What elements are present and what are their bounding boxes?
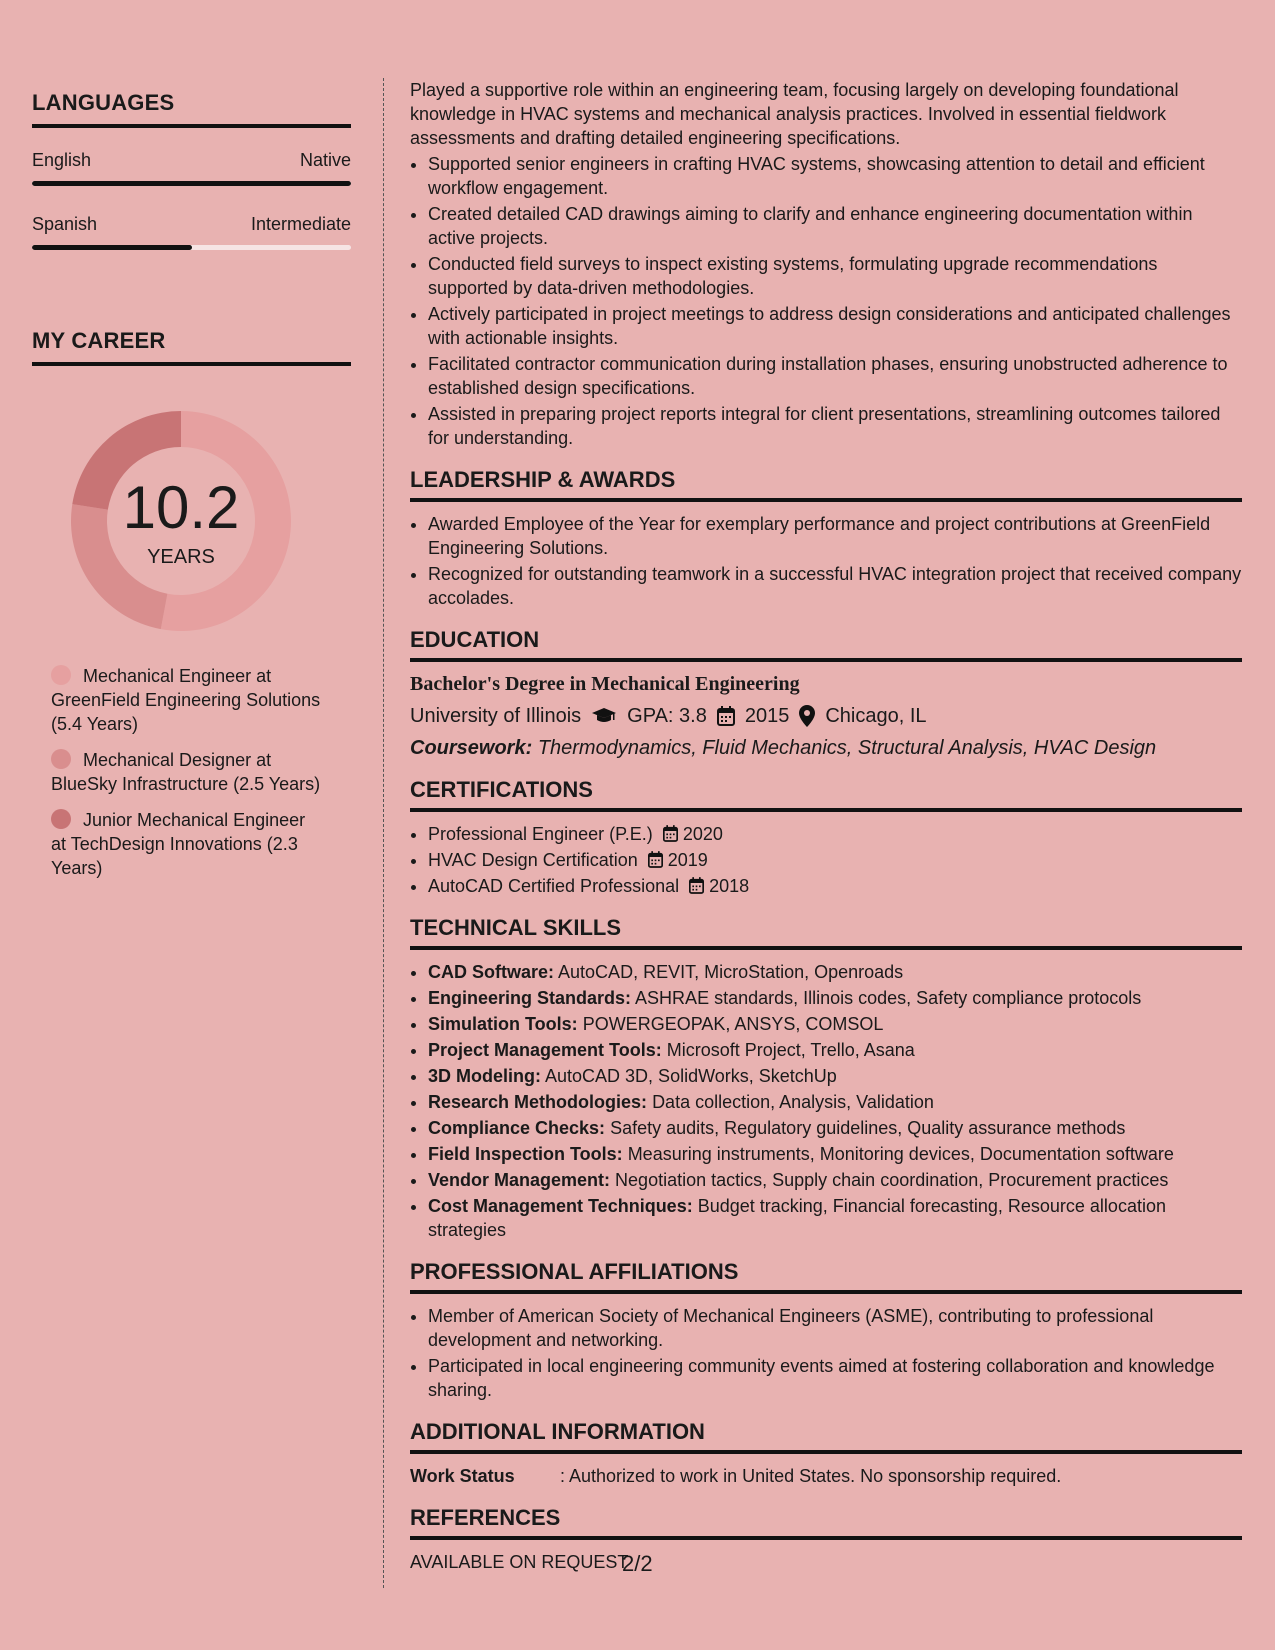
career-total-years: 10.2 [122,474,240,541]
page-number: 2/2 [622,1551,653,1576]
language-name: English [32,150,92,170]
experience-bullets [410,152,1242,450]
calendar-icon [663,824,678,844]
language-item [32,150,351,186]
affiliations-heading: PROFESSIONAL AFFILIATIONS [410,1260,1242,1294]
legend-dot [51,809,71,829]
coursework-list: Thermodynamics, Fluid Mechanics, Structural Analysis, HVAC Design [537,737,1157,759]
skills-heading: TECHNICAL SKILLS [410,916,1242,950]
language-item [32,214,351,250]
calendar-icon [689,876,704,896]
references-heading: REFERENCES [410,1506,1242,1540]
language-name: Spanish [32,214,98,234]
career-legend-item [51,808,321,880]
skill-item [428,1116,1242,1140]
certification-year: 2018 [709,876,750,896]
skill-value: Data collection, Analysis, Validation [652,1092,934,1112]
sidebar [32,90,351,892]
legend-dot [51,749,71,769]
skill-name: 3D Modeling: [428,1066,541,1086]
skill-name: Compliance Checks: [428,1118,606,1138]
coursework [410,736,1242,760]
skill-item [428,1194,1242,1242]
skill-name: CAD Software: [428,962,555,982]
experience-bullet: • Created detailed CAD drawings aiming to clarify and enhance engineering documentation within active projects. [428,202,1242,250]
certification-name: Professional Engineer (P.E.) [428,824,653,844]
location-pin-icon [799,705,815,727]
additional-info-heading: ADDITIONAL INFORMATION [410,1420,1242,1454]
affiliation-item: • Member of American Society of Mechanical Engineers (ASME), contributing to professional development and networking. [428,1304,1242,1352]
graduation-year: 2015 [744,705,790,727]
certifications-heading: CERTIFICATIONS [410,778,1242,812]
skill-name: Field Inspection Tools: [428,1144,623,1164]
career-legend-text: Mechanical Designer at BlueSky Infrastructure (2.5 Years) [51,750,321,794]
language-proficiency-bar [32,245,351,250]
skill-value: AutoCAD, REVIT, MicroStation, Openroads [558,962,904,982]
certification-name: AutoCAD Certified Professional [428,876,680,896]
language-level: Intermediate [250,214,351,234]
gpa: GPA: 3.8 [627,705,707,727]
skill-name: Project Management Tools: [428,1040,662,1060]
skill-name: Research Methodologies: [428,1092,648,1112]
skill-value: Negotiation tactics, Supply chain coordination, Procurement practices [615,1170,1169,1190]
certifications-list [410,822,1242,898]
career-years-label: YEARS [147,546,215,568]
education-heading: EDUCATION [410,628,1242,662]
graduation-cap-icon [591,707,617,725]
career-heading: MY CAREER [32,328,351,366]
work-status-value: : Authorized to work in United States. No sponsorship required. [560,1466,1062,1486]
additional-info-section [410,1420,1242,1488]
certification-item [428,874,1242,898]
career-legend [51,664,321,880]
coursework-label: Coursework: [410,737,533,759]
skill-item [428,1038,1242,1062]
experience-bullet: • Facilitated contractor communication during installation phases, ensuring unobstructed adherence to established design specifications. [428,352,1242,400]
skills-section [410,916,1242,1242]
skill-value: ASHRAE standards, Illinois codes, Safety compliance protocols [635,988,1142,1008]
certification-item [428,822,1242,846]
skill-item [428,1142,1242,1166]
language-proficiency-bar [32,181,351,186]
skill-value: Safety audits, Regulatory guidelines, Quality assurance methods [610,1118,1126,1138]
career-legend-item [51,664,321,736]
work-status-label: Work Status [410,1466,515,1486]
career-legend-text: Junior Mechanical Engineer at TechDesign Innovations (2.3 Years) [51,810,306,878]
experience-bullet: • Conducted field surveys to inspect existing systems, formulating upgrade recommendations supported by data-driven methodologies. [428,252,1242,300]
skill-item [428,1012,1242,1036]
skill-name: Engineering Standards: [428,988,632,1008]
skill-item [428,960,1242,984]
experience-summary: Played a supportive role within an engineering team, focusing largely on developing foundational knowledge in HVAC systems and mechanical analysis practices. Involved in essential fieldwork assessments and drafting detailed engineering specifications. [410,80,1179,148]
leadership-item: • Awarded Employee of the Year for exemplary performance and project contributions at GreenField Engineering Solutions. [428,512,1242,560]
skill-name: Simulation Tools: [428,1014,578,1034]
leadership-heading: LEADERSHIP & AWARDS [410,468,1242,502]
leadership-section [410,468,1242,610]
language-level: Native [299,150,351,170]
leadership-item: • Recognized for outstanding teamwork in a successful HVAC integration project that received company accolades. [428,562,1242,610]
experience-bullet: • Assisted in preparing project reports integral for client presentations, streamlining outcomes tailored for understanding. [428,402,1242,450]
experience-bullet: • Supported senior engineers in crafting HVAC systems, showcasing attention to detail and efficient workflow engagement. [428,152,1242,200]
references-section [410,1506,1242,1574]
calendar-icon [648,850,663,870]
affiliations-section [410,1260,1242,1402]
career-donut-chart [66,406,296,636]
skill-value: Measuring instruments, Monitoring devices, Documentation software [627,1144,1174,1164]
skill-value: Budget tracking, Financial forecasting, Resource allocation strategies [428,1196,1166,1240]
skill-item [428,1168,1242,1192]
education-section [410,628,1242,760]
experience-bullet: • Actively participated in project meetings to address design considerations and anticipated challenges with actionable insights. [428,302,1242,350]
languages-heading: LANGUAGES [32,90,351,128]
school-name: University of Illinois [410,705,582,727]
references-text: AVAILABLE ON REQUEST [410,1552,629,1572]
skill-name: Vendor Management: [428,1170,611,1190]
certification-year: 2020 [682,824,723,844]
column-divider [383,78,384,1588]
career-legend-item [51,748,321,796]
skill-item [428,1090,1242,1114]
skill-item [428,986,1242,1010]
legend-dot [51,665,71,685]
calendar-icon [717,706,735,726]
skill-value: POWERGEOPAK, ANSYS, COMSOL [582,1014,884,1034]
skill-value: AutoCAD 3D, SolidWorks, SketchUp [545,1066,837,1086]
career-legend-text: Mechanical Engineer at GreenField Engineering Solutions (5.4 Years) [51,666,321,734]
degree-title: Bachelor's Degree in Mechanical Engineering [410,673,800,695]
skill-name: Cost Management Techniques: [428,1196,693,1216]
skill-item [428,1064,1242,1088]
skills-list [410,960,1242,1242]
certification-year: 2019 [667,850,708,870]
certifications-section [410,778,1242,898]
certification-item [428,848,1242,872]
school-location: Chicago, IL [825,705,927,727]
certification-name: HVAC Design Certification [428,850,638,870]
main-content [410,78,1242,1574]
affiliation-item: • Participated in local engineering community events aimed at fostering collaboration and knowledge sharing. [428,1354,1242,1402]
skill-value: Microsoft Project, Trello, Asana [666,1040,915,1060]
